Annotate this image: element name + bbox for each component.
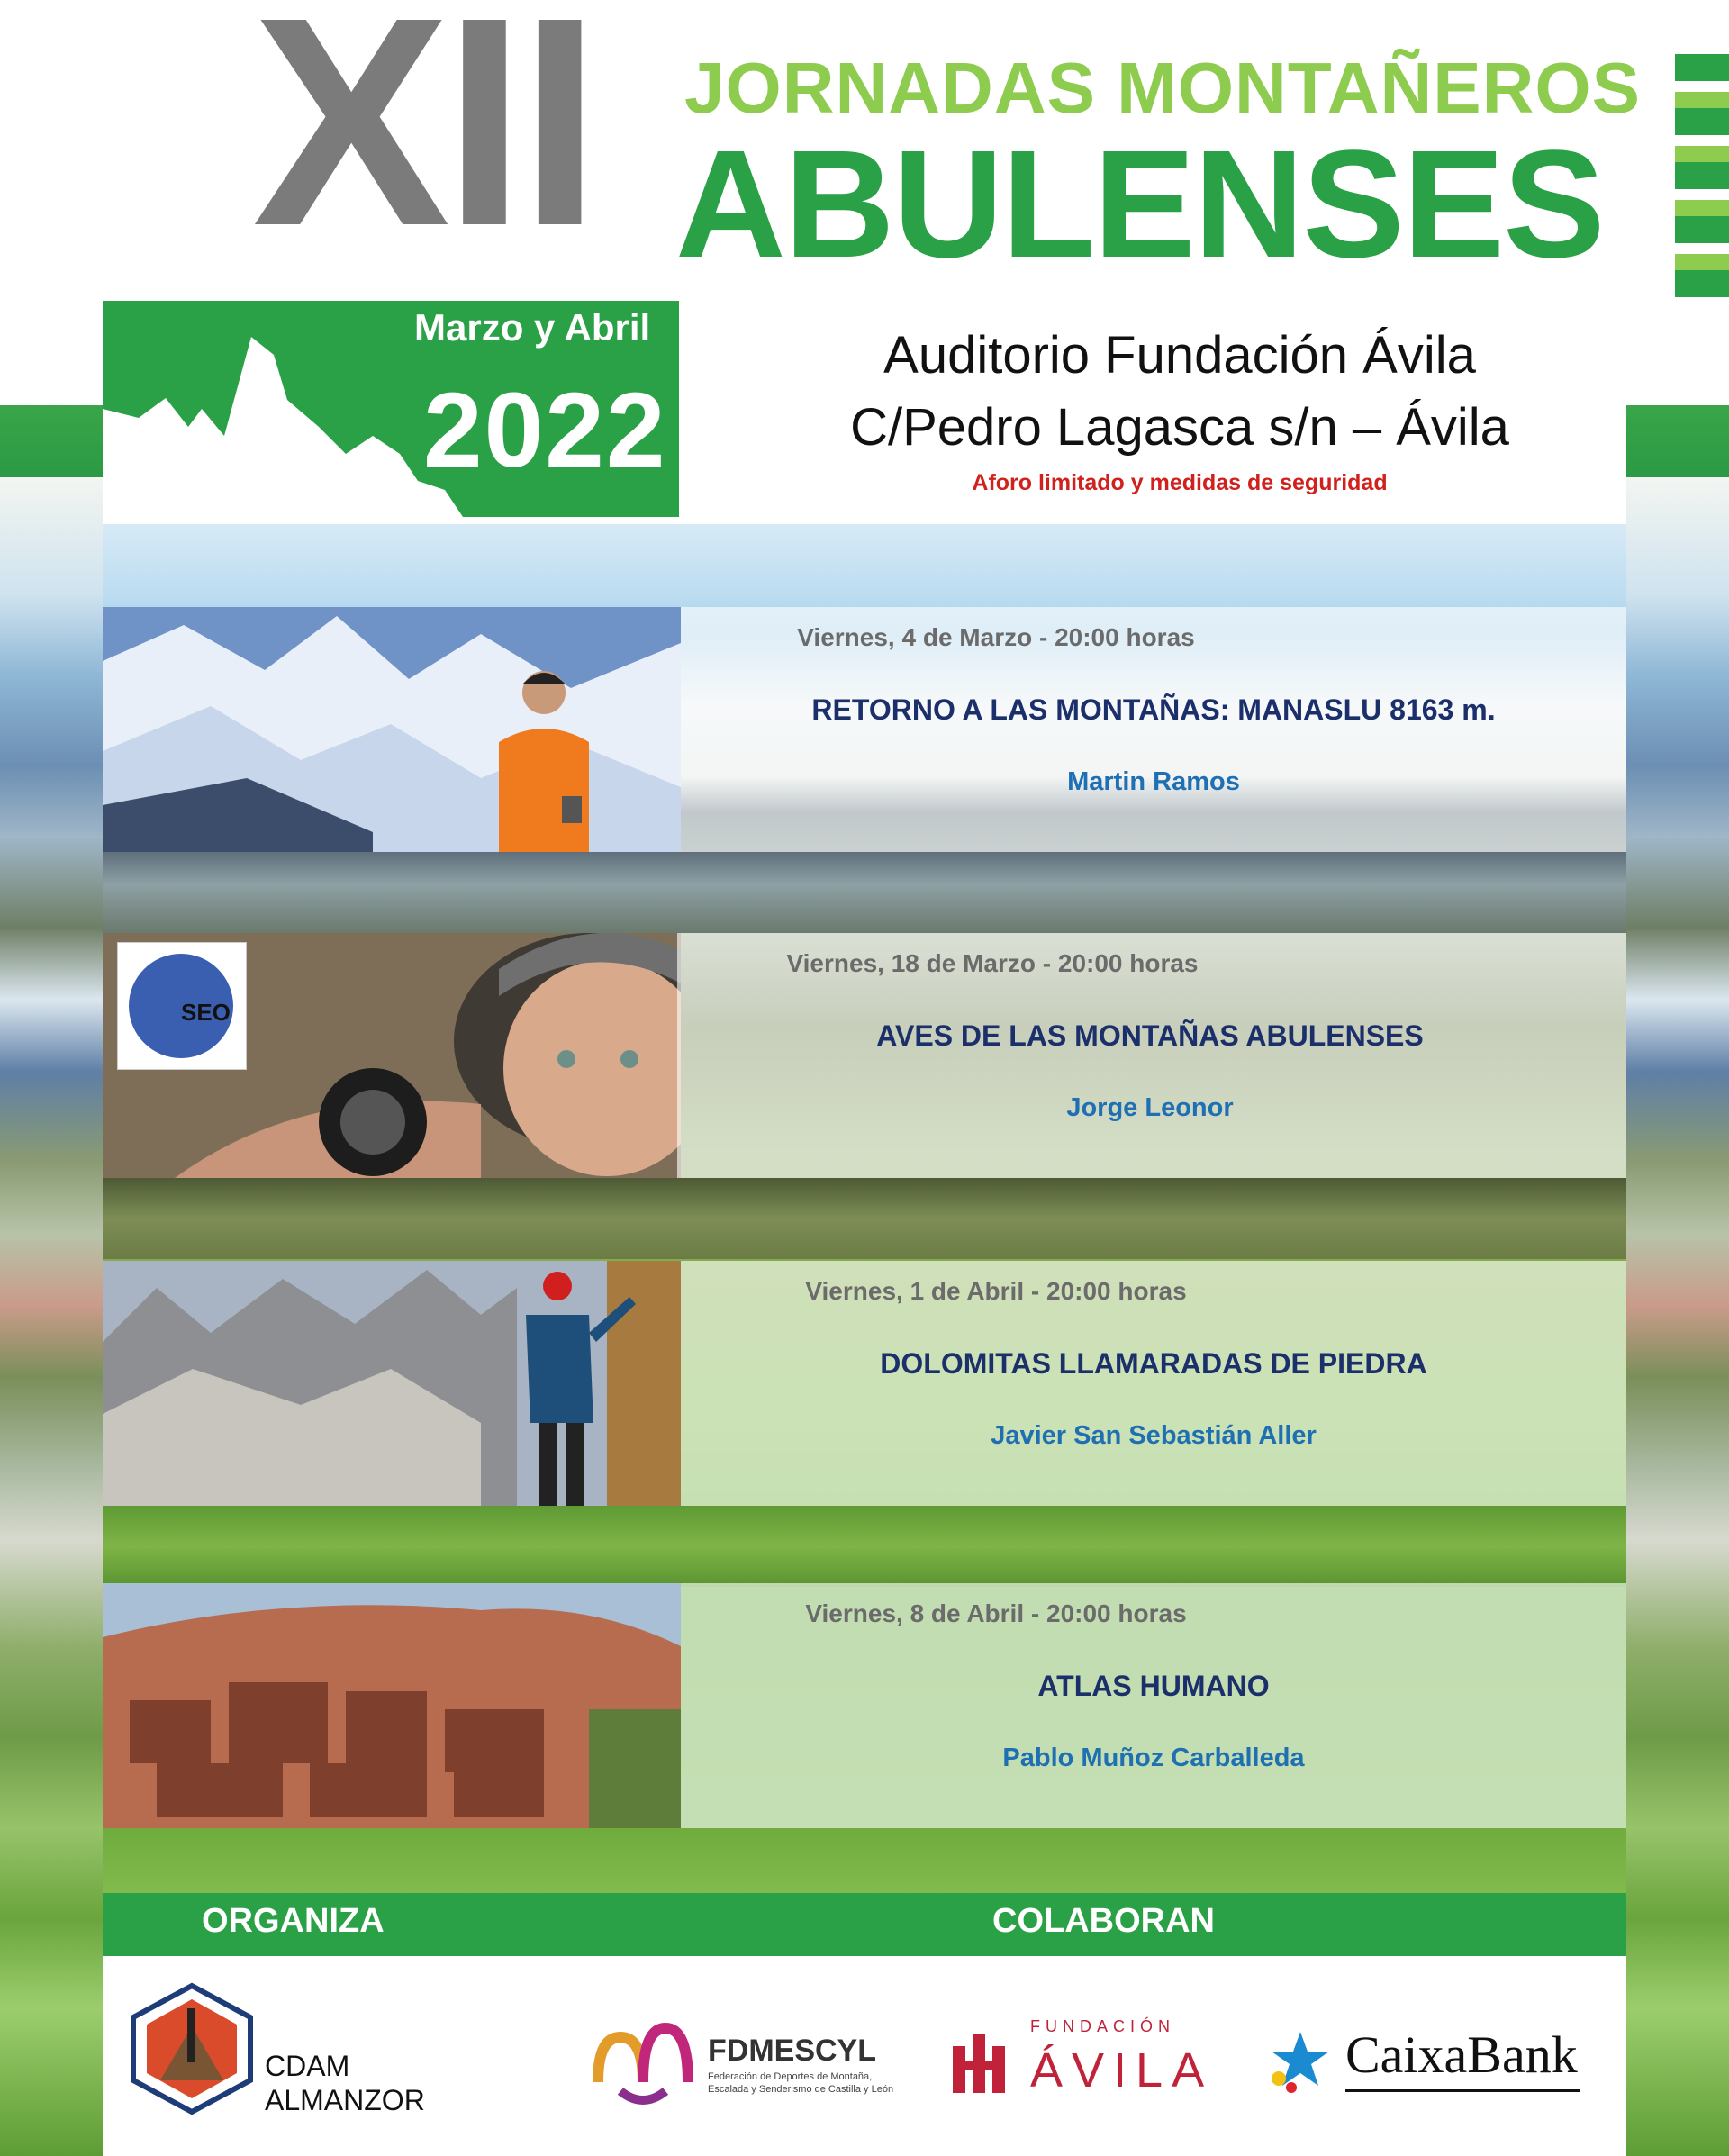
event-info-1 [681, 607, 1626, 852]
caixabank-name: CaixaBank [1345, 2025, 1578, 2084]
event-year: 2022 [423, 371, 667, 490]
fdmescyl-name: FDMESCYL [708, 2034, 876, 2068]
capacity-notice: Aforo limitado y medidas de seguridad [972, 470, 1388, 495]
landscape-strip [103, 1178, 1626, 1259]
landscape-strip [103, 1828, 1626, 1893]
event-info-3 [681, 1261, 1626, 1506]
event-info-2 [677, 933, 1626, 1178]
event-months: Marzo y Abril [414, 306, 651, 349]
venue-name: Auditorio Fundación Ávila [883, 326, 1476, 385]
seo-logo [117, 942, 247, 1070]
landscape-strip [103, 852, 1626, 933]
fdmescyl-subtitle-2: Escalada y Senderismo de Castilla y León [708, 2084, 894, 2095]
title-line-2: ABULENSES [675, 119, 1604, 290]
organizer-name-line1: CDAM [265, 2050, 350, 2082]
event-card-4 [103, 1583, 1626, 1828]
sponsor-logos [103, 1956, 1626, 2156]
event-date: Viernes, 8 de Abril - 20:00 horas [805, 1599, 1187, 1627]
seo-badge-text: SEO [181, 999, 231, 1026]
event-title: AVES DE LAS MONTAÑAS ABULENSES [876, 1019, 1424, 1052]
event-photo-1 [103, 607, 681, 852]
event-card-1 [103, 607, 1626, 852]
event-speaker: Pablo Muñoz Carballeda [1002, 1744, 1305, 1772]
caixabank-underline [1345, 2089, 1580, 2092]
event-title: RETORNO A LAS MONTAÑAS: MANASLU 8163 m. [811, 693, 1496, 726]
event-title: DOLOMITAS LLAMARADAS DE PIEDRA [880, 1347, 1427, 1380]
event-photo-4 [103, 1583, 681, 1828]
event-card-2 [103, 933, 1626, 1178]
event-date: Viernes, 4 de Marzo - 20:00 horas [797, 623, 1195, 651]
organizer-name-line2: ALMANZOR [265, 2084, 425, 2116]
event-info-4 [681, 1583, 1626, 1828]
left-decorative-band [0, 297, 103, 2156]
event-photo-3 [103, 1261, 681, 1506]
event-title: ATLAS HUMANO [1037, 1670, 1270, 1702]
fundacion-name: ÁVILA [1030, 2043, 1214, 2097]
colaboran-label: COLABORAN [992, 1902, 1215, 1940]
title-line-1: JORNADAS MONTAÑEROS [684, 48, 1642, 128]
roman-numeral-title: XII [252, 0, 594, 287]
event-card-3 [103, 1261, 1626, 1506]
landscape-strip [103, 1506, 1626, 1587]
venue-address: C/Pedro Lagasca s/n – Ávila [850, 398, 1509, 457]
event-date: Viernes, 18 de Marzo - 20:00 horas [786, 949, 1199, 977]
caixabank-star-icon [1264, 2025, 1336, 2097]
cdam-almanzor-logo-icon [124, 1981, 259, 2116]
fundacion-label: FUNDACIÓN [1030, 2017, 1175, 2035]
fdmescyl-subtitle-1: Federación de Deportes de Montaña, [708, 2071, 873, 2082]
event-date: Viernes, 1 de Abril - 20:00 horas [805, 1277, 1187, 1305]
top-right-decor [1675, 54, 1729, 306]
fdmescyl-logo-icon [589, 2010, 697, 2109]
right-decorative-band [1626, 297, 1729, 2156]
fundacion-avila-mark-icon [953, 2034, 1007, 2093]
event-speaker: Jorge Leonor [1066, 1093, 1234, 1122]
organiza-label: ORGANIZA [202, 1902, 385, 1940]
event-speaker: Martin Ramos [1067, 767, 1240, 796]
event-speaker: Javier San Sebastián Aller [991, 1421, 1317, 1450]
